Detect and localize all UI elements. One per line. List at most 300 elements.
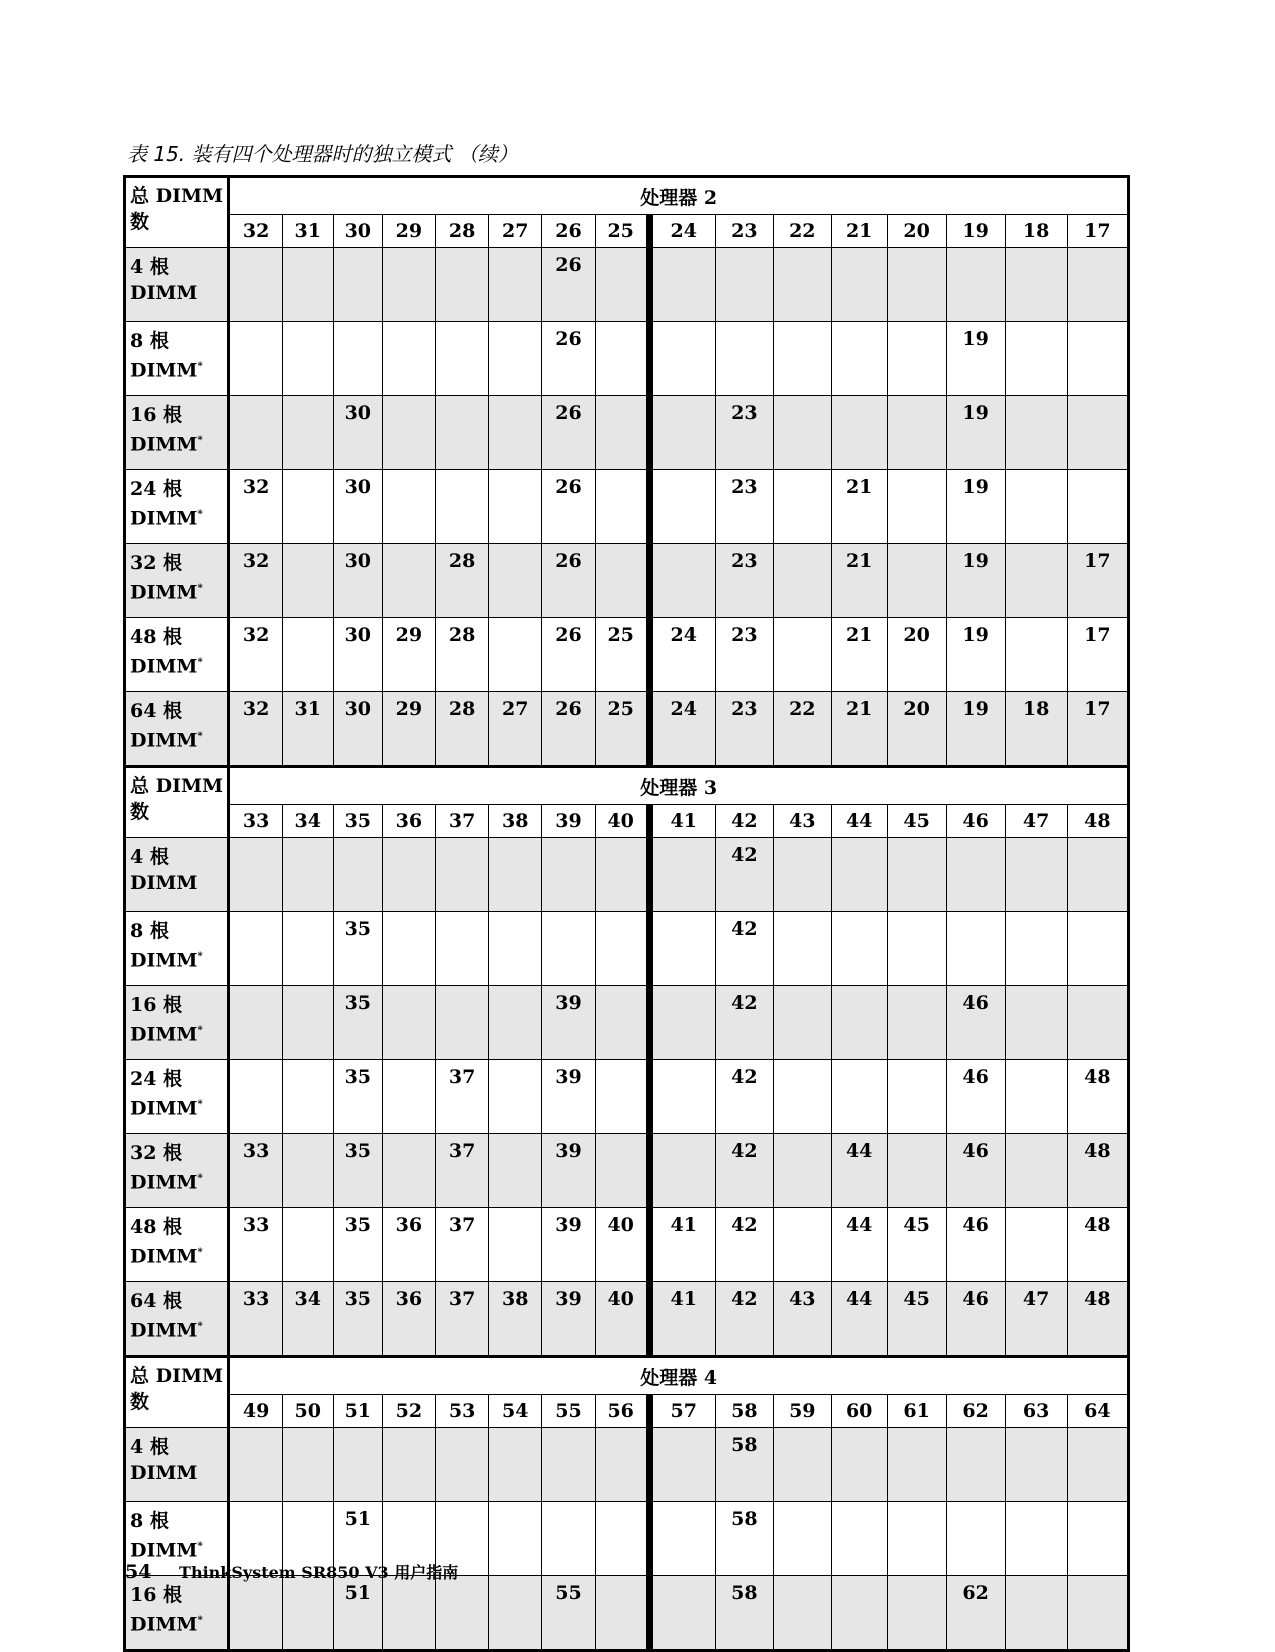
dimm-slot-cell: 44	[831, 1282, 887, 1357]
dimm-slot-cell	[283, 618, 334, 692]
row-label-text: 4 根 DIMM	[130, 1436, 198, 1484]
dimm-slot-cell	[435, 248, 489, 322]
dimm-slot-cell	[383, 912, 436, 986]
dimm-slot-cell	[489, 986, 542, 1060]
footnote-marker: *	[197, 435, 203, 446]
dimm-slot-cell: 35	[333, 1134, 383, 1208]
dimm-slot-cell: 20	[887, 692, 946, 767]
dimm-slot-cell	[595, 396, 649, 470]
dimm-slot-cell	[283, 1060, 334, 1134]
slot-number-header: 46	[946, 805, 1005, 838]
dimm-slot-cell	[595, 986, 649, 1060]
row-label-text: 48 根 DIMM*	[130, 1216, 203, 1268]
dimm-slot-cell	[283, 838, 334, 912]
row-label-text: 64 根 DIMM*	[130, 700, 203, 752]
dimm-slot-cell	[1005, 322, 1067, 396]
dimm-slot-cell	[946, 838, 1005, 912]
slot-number-header: 56	[595, 1395, 649, 1428]
slot-number-header: 43	[773, 805, 831, 838]
dimm-slot-cell	[229, 1060, 283, 1134]
dimm-slot-cell	[229, 986, 283, 1060]
row-label	[125, 396, 229, 470]
dimm-slot-cell	[333, 322, 383, 396]
dimm-slot-cell: 42	[715, 986, 773, 1060]
dimm-slot-cell: 21	[831, 618, 887, 692]
dimm-slot-cell	[383, 396, 436, 470]
row-label-text: 8 根 DIMM*	[130, 1510, 203, 1562]
dimm-slot-cell: 46	[946, 1282, 1005, 1357]
dimm-slot-cell: 19	[946, 396, 1005, 470]
dimm-slot-cell	[542, 1502, 596, 1576]
dimm-slot-cell	[946, 1428, 1005, 1502]
table-row	[125, 470, 1129, 544]
dimm-slot-cell: 30	[333, 692, 383, 767]
row-label-text: 32 根 DIMM*	[130, 1142, 203, 1194]
row-label	[125, 544, 229, 618]
row-label-text: 32 根 DIMM*	[130, 552, 203, 604]
dimm-slot-cell	[383, 470, 436, 544]
slot-number-header: 27	[489, 215, 542, 248]
table-row	[125, 692, 1129, 767]
footnote-marker: *	[197, 583, 203, 594]
dimm-slot-cell: 25	[595, 692, 649, 767]
dimm-slot-cell	[383, 322, 436, 396]
dimm-slot-cell	[773, 912, 831, 986]
row-label-text: 16 根 DIMM*	[130, 1584, 203, 1636]
slot-number-header: 20	[887, 215, 946, 248]
row-label-text: 8 根 DIMM*	[130, 920, 203, 972]
slot-number-header: 31	[283, 215, 334, 248]
slot-number-header: 58	[715, 1395, 773, 1428]
dimm-slot-cell	[595, 470, 649, 544]
slot-number-header: 23	[715, 215, 773, 248]
dimm-slot-cell	[283, 248, 334, 322]
dimm-slot-cell	[229, 396, 283, 470]
dimm-slot-cell	[383, 1576, 436, 1651]
row-label	[125, 1208, 229, 1282]
dimm-slot-cell	[649, 1428, 715, 1502]
dimm-slot-cell: 24	[649, 618, 715, 692]
dimm-slot-cell	[649, 1060, 715, 1134]
footnote-marker: *	[197, 509, 203, 520]
dimm-slot-cell: 48	[1067, 1134, 1128, 1208]
slot-number-header: 59	[773, 1395, 831, 1428]
slot-number-header: 17	[1067, 215, 1128, 248]
dimm-slot-cell: 39	[542, 1134, 596, 1208]
dimm-slot-cell	[1067, 1428, 1128, 1502]
table-row	[125, 1282, 1129, 1357]
dimm-slot-cell	[1067, 912, 1128, 986]
dimm-slot-cell: 21	[831, 692, 887, 767]
footnote-marker: *	[197, 1025, 203, 1036]
slot-number-header: 21	[831, 215, 887, 248]
dimm-slot-cell	[435, 838, 489, 912]
dimm-slot-cell: 26	[542, 248, 596, 322]
row-label	[125, 470, 229, 544]
dimm-slot-cell	[1067, 986, 1128, 1060]
dimm-slot-cell	[595, 1060, 649, 1134]
dimm-slot-cell: 51	[333, 1576, 383, 1651]
dimm-slot-cell: 30	[333, 544, 383, 618]
dimm-slot-cell: 29	[383, 692, 436, 767]
slot-number-row	[125, 1395, 1129, 1428]
dimm-slot-cell: 23	[715, 618, 773, 692]
dimm-slot-cell	[489, 912, 542, 986]
dimm-slot-cell	[831, 248, 887, 322]
table-row	[125, 618, 1129, 692]
row-label-text: 8 根 DIMM*	[130, 330, 203, 382]
dimm-slot-cell: 26	[542, 322, 596, 396]
dimm-slot-cell: 33	[229, 1134, 283, 1208]
slot-number-header: 32	[229, 215, 283, 248]
dimm-slot-cell	[831, 1428, 887, 1502]
dimm-slot-cell: 47	[1005, 1282, 1067, 1357]
table-row	[125, 838, 1129, 912]
dimm-slot-cell: 26	[542, 396, 596, 470]
dimm-slot-cell	[229, 322, 283, 396]
dimm-slot-cell	[283, 912, 334, 986]
dimm-slot-cell	[887, 1502, 946, 1576]
row-label-text: 64 根 DIMM*	[130, 1290, 203, 1342]
dimm-slot-cell: 58	[715, 1428, 773, 1502]
dimm-slot-cell	[887, 986, 946, 1060]
slot-number-header: 28	[435, 215, 489, 248]
dimm-slot-cell: 46	[946, 986, 1005, 1060]
dimm-slot-cell	[595, 838, 649, 912]
dimm-slot-cell: 45	[887, 1208, 946, 1282]
dimm-slot-cell	[489, 1428, 542, 1502]
dimm-slot-cell	[773, 1576, 831, 1651]
dimm-slot-cell: 46	[946, 1134, 1005, 1208]
slot-number-header: 25	[595, 215, 649, 248]
processor-label: 处理器 2	[229, 177, 1129, 215]
dimm-slot-cell	[715, 248, 773, 322]
dimm-slot-cell	[887, 1134, 946, 1208]
dimm-slot-cell	[229, 248, 283, 322]
dimm-slot-cell	[649, 1502, 715, 1576]
dimm-slot-cell: 32	[229, 618, 283, 692]
dimm-slot-cell	[1067, 248, 1128, 322]
dimm-slot-cell: 27	[489, 692, 542, 767]
dimm-slot-cell: 41	[649, 1208, 715, 1282]
dimm-slot-cell	[831, 396, 887, 470]
dimm-slot-cell: 19	[946, 322, 1005, 396]
dimm-slot-cell	[333, 838, 383, 912]
dimm-slot-cell: 39	[542, 1060, 596, 1134]
dimm-slot-cell: 26	[542, 544, 596, 618]
footnote-marker: *	[197, 731, 203, 742]
dimm-slot-cell: 31	[283, 692, 334, 767]
slot-number-header: 18	[1005, 215, 1067, 248]
dimm-slot-cell	[773, 838, 831, 912]
processor-header-row	[125, 177, 1129, 215]
table-row	[125, 1060, 1129, 1134]
dimm-slot-cell	[1067, 470, 1128, 544]
dimm-slot-cell	[887, 1060, 946, 1134]
dimm-slot-cell	[489, 248, 542, 322]
dimm-slot-cell: 37	[435, 1060, 489, 1134]
dimm-slot-cell: 32	[229, 470, 283, 544]
row-label	[125, 1134, 229, 1208]
dimm-slot-cell	[229, 912, 283, 986]
dimm-slot-cell	[773, 248, 831, 322]
dimm-slot-cell	[887, 838, 946, 912]
slot-number-header: 19	[946, 215, 1005, 248]
dimm-slot-cell	[649, 838, 715, 912]
dimm-slot-cell	[831, 986, 887, 1060]
dimm-slot-cell: 36	[383, 1208, 436, 1282]
dimm-slot-cell: 26	[542, 692, 596, 767]
dimm-slot-cell	[489, 470, 542, 544]
dimm-slot-cell: 40	[595, 1282, 649, 1357]
dimm-slot-cell: 34	[283, 1282, 334, 1357]
dimm-slot-cell	[831, 1060, 887, 1134]
dimm-slot-cell	[887, 912, 946, 986]
row-label	[125, 1576, 229, 1651]
dimm-slot-cell: 62	[946, 1576, 1005, 1651]
dimm-slot-cell	[887, 1428, 946, 1502]
dimm-slot-cell	[649, 912, 715, 986]
dimm-slot-cell	[887, 248, 946, 322]
dimm-slot-cell: 58	[715, 1502, 773, 1576]
dimm-slot-cell	[229, 1576, 283, 1651]
dimm-slot-cell	[1067, 322, 1128, 396]
row-label-text: 4 根 DIMM	[130, 256, 198, 304]
dimm-slot-cell	[595, 544, 649, 618]
row-label	[125, 1428, 229, 1502]
dimm-slot-cell: 39	[542, 1208, 596, 1282]
table-row	[125, 544, 1129, 618]
dimm-slot-cell	[1005, 986, 1067, 1060]
dimm-slot-cell: 26	[542, 618, 596, 692]
slot-number-row	[125, 805, 1129, 838]
processor-header-row	[125, 767, 1129, 805]
dimm-slot-cell: 23	[715, 396, 773, 470]
dimm-slot-cell: 58	[715, 1576, 773, 1651]
dimm-slot-cell	[1005, 396, 1067, 470]
dimm-slot-cell: 25	[595, 618, 649, 692]
footnote-marker: *	[197, 361, 203, 372]
slot-number-header: 30	[333, 215, 383, 248]
dimm-slot-cell: 35	[333, 1060, 383, 1134]
dimm-slot-cell	[595, 1576, 649, 1651]
footnote-marker: *	[197, 657, 203, 668]
page-number: 54	[125, 1561, 152, 1583]
dimm-slot-cell	[435, 1576, 489, 1651]
row-label-text: 24 根 DIMM*	[130, 478, 203, 530]
dimm-slot-cell: 35	[333, 986, 383, 1060]
dimm-slot-cell: 48	[1067, 1208, 1128, 1282]
row-label-text: 4 根 DIMM	[130, 846, 198, 894]
dimm-slot-cell: 42	[715, 1134, 773, 1208]
slot-number-header: 57	[649, 1395, 715, 1428]
dimm-slot-cell	[1005, 1576, 1067, 1651]
dimm-slot-cell: 28	[435, 544, 489, 618]
dimm-slot-cell	[435, 986, 489, 1060]
row-label-text: 16 根 DIMM*	[130, 994, 203, 1046]
dimm-slot-cell	[435, 322, 489, 396]
dimm-slot-cell	[1067, 1502, 1128, 1576]
dimm-slot-cell	[887, 544, 946, 618]
row-label	[125, 1282, 229, 1357]
total-dimm-header: 总 DIMM 数	[125, 1357, 229, 1428]
dimm-slot-cell: 42	[715, 1282, 773, 1357]
dimm-slot-cell: 29	[383, 618, 436, 692]
dimm-slot-cell	[649, 470, 715, 544]
table-row	[125, 322, 1129, 396]
dimm-slot-cell	[649, 396, 715, 470]
dimm-slot-cell	[649, 544, 715, 618]
slot-number-header: 45	[887, 805, 946, 838]
dimm-slot-cell	[489, 838, 542, 912]
dimm-slot-cell: 30	[333, 396, 383, 470]
dimm-slot-cell	[831, 912, 887, 986]
dimm-slot-cell	[773, 396, 831, 470]
slot-number-header: 47	[1005, 805, 1067, 838]
slot-number-header: 51	[333, 1395, 383, 1428]
dimm-slot-cell	[489, 1060, 542, 1134]
footnote-marker: *	[197, 1615, 203, 1626]
dimm-slot-cell	[383, 1428, 436, 1502]
dimm-population-table	[123, 175, 1130, 1652]
dimm-slot-cell	[1005, 248, 1067, 322]
dimm-slot-cell	[435, 1428, 489, 1502]
dimm-slot-cell	[946, 1502, 1005, 1576]
dimm-slot-cell: 21	[831, 544, 887, 618]
dimm-slot-cell	[773, 1134, 831, 1208]
dimm-slot-cell	[946, 912, 1005, 986]
row-label-text: 48 根 DIMM*	[130, 626, 203, 678]
dimm-slot-cell: 32	[229, 692, 283, 767]
dimm-slot-cell	[489, 544, 542, 618]
dimm-slot-cell	[649, 1576, 715, 1651]
dimm-slot-cell	[773, 1208, 831, 1282]
row-label-text: 24 根 DIMM*	[130, 1068, 203, 1120]
dimm-slot-cell	[831, 1576, 887, 1651]
dimm-slot-cell: 30	[333, 470, 383, 544]
footnote-marker: *	[197, 1173, 203, 1184]
slot-number-header: 60	[831, 1395, 887, 1428]
dimm-slot-cell: 55	[542, 1576, 596, 1651]
dimm-slot-cell	[383, 1060, 436, 1134]
dimm-slot-cell	[887, 322, 946, 396]
table-row	[125, 396, 1129, 470]
dimm-slot-cell	[383, 986, 436, 1060]
dimm-slot-cell: 28	[435, 618, 489, 692]
dimm-slot-cell: 48	[1067, 1282, 1128, 1357]
dimm-slot-cell: 35	[333, 912, 383, 986]
dimm-slot-cell: 23	[715, 692, 773, 767]
dimm-slot-cell	[489, 396, 542, 470]
table-row	[125, 248, 1129, 322]
dimm-slot-cell: 42	[715, 1060, 773, 1134]
dimm-slot-cell	[1067, 1576, 1128, 1651]
dimm-slot-cell	[773, 1502, 831, 1576]
dimm-slot-cell: 32	[229, 544, 283, 618]
dimm-slot-cell: 37	[435, 1282, 489, 1357]
dimm-slot-cell	[489, 1576, 542, 1651]
dimm-slot-cell: 45	[887, 1282, 946, 1357]
dimm-slot-cell: 21	[831, 470, 887, 544]
table-row	[125, 1428, 1129, 1502]
slot-number-header: 64	[1067, 1395, 1128, 1428]
dimm-slot-cell: 33	[229, 1282, 283, 1357]
document-title: ThinkSystem SR850 V3 用户指南	[179, 1563, 459, 1582]
row-label	[125, 912, 229, 986]
dimm-slot-cell	[773, 1060, 831, 1134]
dimm-slot-cell	[542, 912, 596, 986]
dimm-slot-cell	[383, 1134, 436, 1208]
dimm-slot-cell	[333, 1428, 383, 1502]
slot-number-row	[125, 215, 1129, 248]
page-footer	[125, 1560, 458, 1583]
table-row	[125, 912, 1129, 986]
dimm-slot-cell: 51	[333, 1502, 383, 1576]
dimm-slot-cell	[595, 1428, 649, 1502]
dimm-slot-cell: 37	[435, 1134, 489, 1208]
dimm-slot-cell	[333, 248, 383, 322]
slot-number-header: 52	[383, 1395, 436, 1428]
dimm-slot-cell	[649, 1134, 715, 1208]
dimm-slot-cell	[887, 1576, 946, 1651]
slot-number-header: 38	[489, 805, 542, 838]
dimm-slot-cell	[489, 1502, 542, 1576]
dimm-slot-cell	[1005, 544, 1067, 618]
dimm-slot-cell	[435, 470, 489, 544]
dimm-slot-cell: 23	[715, 470, 773, 544]
dimm-slot-cell	[542, 838, 596, 912]
table-row	[125, 1134, 1129, 1208]
dimm-slot-cell: 46	[946, 1208, 1005, 1282]
dimm-slot-cell: 43	[773, 1282, 831, 1357]
footnote-marker: *	[197, 1321, 203, 1332]
row-label	[125, 322, 229, 396]
dimm-slot-cell	[946, 248, 1005, 322]
table-caption: 表 15. 装有四个处理器时的独立模式 （续）	[127, 142, 518, 166]
dimm-slot-cell	[773, 618, 831, 692]
dimm-slot-cell: 48	[1067, 1060, 1128, 1134]
row-label-text: 16 根 DIMM*	[130, 404, 203, 456]
dimm-slot-cell: 33	[229, 1208, 283, 1282]
dimm-slot-cell	[1005, 1208, 1067, 1282]
slot-number-header: 41	[649, 805, 715, 838]
slot-number-header: 50	[283, 1395, 334, 1428]
slot-number-header: 34	[283, 805, 334, 838]
footnote-marker: *	[197, 951, 203, 962]
dimm-slot-cell	[283, 396, 334, 470]
dimm-slot-cell	[283, 470, 334, 544]
dimm-slot-cell	[542, 1428, 596, 1502]
dimm-slot-cell: 17	[1067, 692, 1128, 767]
dimm-slot-cell	[1005, 1060, 1067, 1134]
total-dimm-header: 总 DIMM 数	[125, 767, 229, 838]
dimm-slot-cell	[595, 322, 649, 396]
dimm-slot-cell	[1067, 838, 1128, 912]
dimm-slot-cell	[283, 986, 334, 1060]
dimm-slot-cell	[1005, 470, 1067, 544]
dimm-slot-cell: 37	[435, 1208, 489, 1282]
dimm-slot-cell: 24	[649, 692, 715, 767]
slot-number-header: 42	[715, 805, 773, 838]
dimm-slot-cell: 41	[649, 1282, 715, 1357]
dimm-slot-cell	[595, 248, 649, 322]
slot-number-header: 29	[383, 215, 436, 248]
dimm-slot-cell: 19	[946, 692, 1005, 767]
dimm-slot-cell: 17	[1067, 618, 1128, 692]
dimm-slot-cell: 26	[542, 470, 596, 544]
dimm-slot-cell	[383, 544, 436, 618]
processor-label: 处理器 3	[229, 767, 1129, 805]
